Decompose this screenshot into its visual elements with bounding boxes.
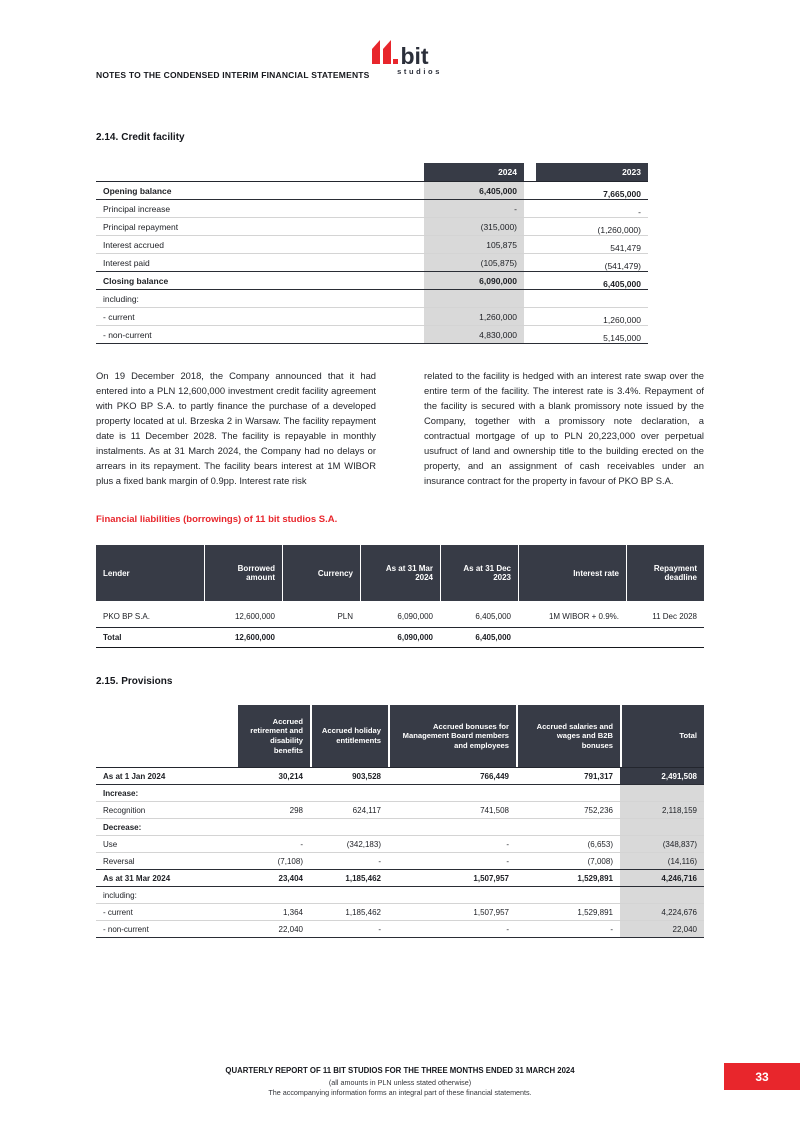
cell-value: - [378,856,381,866]
value-2023: 5,145,000 [603,332,641,343]
cell-value [310,819,388,835]
table-row [96,853,704,870]
cell-value: 23,404 [278,873,303,883]
cell-total-mar-2024: 6,090,000 [397,633,433,642]
row-label: Closing balance [103,275,169,286]
cell-value [516,785,620,801]
cell-value: 903,528 [352,771,381,781]
cell-as-at-31-mar-2024: 6,090,000 [397,612,433,621]
cell-empty [518,628,626,647]
cell-value: - [300,839,303,849]
table-row [96,326,648,344]
cell-total: 4,224,676 [620,904,704,920]
cell-value: (7,108) [277,856,303,866]
row-label: Increase: [103,788,139,798]
cell-value: 298 [289,805,303,815]
cell-value [310,887,388,903]
value-2023: (541,479) [604,260,641,271]
cell-total [620,785,704,801]
row-label: As at 1 Jan 2024 [103,771,166,781]
cell-total-borrowed: 12,600,000 [234,633,275,642]
table-row [96,802,704,819]
footer-report-title: QUARTERLY REPORT OF 11 BIT STUDIOS FOR THE THREE MONTHS ENDED 31 MARCH 2024 [225,1066,575,1075]
cell-value: (6,653) [587,839,613,849]
cell-lender: PKO BP S.A. [103,612,150,621]
11bit-studios-logo [357,38,443,76]
value-2024 [424,290,524,307]
cell-value: 791,317 [584,771,613,781]
main-content [96,126,704,938]
borrowings-header-row [96,545,704,601]
cell-value: 1,507,957 [473,907,509,917]
row-label: - current [103,907,133,917]
row-label: - non-current [103,329,152,340]
col-header-retirement-benefits: Accrued retirement and disability benefits [236,705,310,767]
row-label: Principal increase [103,203,171,214]
table-row [96,290,648,308]
cell-value: 624,117 [352,805,381,815]
column-gap [524,218,536,235]
cell-value [236,785,310,801]
col-header-as-at-31-mar-2024: As at 31 Mar 2024 [360,545,440,601]
cell-value: 22,040 [278,924,303,934]
row-label: including: [103,293,139,304]
col-header-interest-rate: Interest rate [518,545,626,601]
table-row [96,904,704,921]
cell-value: 766,449 [480,771,509,781]
row-label: Reversal [103,856,135,866]
borrowings-table [96,545,704,648]
table-row [96,254,648,272]
cell-value: - [506,839,509,849]
logo-word-bit: bit [400,42,429,69]
narrative-left-column: On 19 December 2018, the Company announced that it had entered into a PLN 12,600,000 investment credit facility agreement with PKO BP S.A. to partly finance the purchase of a developed property located at ul. Brzeska 2 in Warsaw. The facility repayment date is 11 December 2028. The facility is repayable in monthly instalments. As at 31 March 2024, the Company had no delays or arrears in its repayment. The facility bears interest at 1M WIBOR plus a fixed bank margin of 0.9pp. Interest rate risk [96,370,376,486]
column-gap [524,254,536,271]
value-2023: 541,479 [610,242,641,253]
cell-value: 1,364 [282,907,303,917]
section-title-credit-facility [96,132,704,143]
11bit-logo-mark [371,38,398,65]
column-spacer [96,163,424,181]
table-row [96,200,648,218]
cell-value [388,819,516,835]
table-row [96,819,704,836]
value-2023: - [638,206,641,217]
value-2023: 6,405,000 [603,278,641,289]
cell-total: 2,491,508 [620,768,704,784]
cell-empty [282,628,360,647]
value-2023: 7,665,000 [603,188,641,199]
col-header-salaries-wages: Accrued salaries and wages and B2B bonuses [516,705,620,767]
cell-value: 1,529,891 [577,873,613,883]
cell-total-label: Total [103,633,122,642]
table-row [96,870,704,887]
cell-value: 30,214 [278,771,303,781]
column-gap [524,182,536,199]
provisions-header-row [96,705,704,767]
value-2024: 1,260,000 [424,308,524,325]
cell-value: 1,507,957 [473,873,509,883]
column-gap [524,236,536,253]
row-label: Principal repayment [103,221,179,232]
cell-interest-rate: 1M WIBOR + 0.9%. [548,612,619,621]
value-2024: - [424,200,524,217]
cell-value: - [506,856,509,866]
total-row [96,628,704,648]
cell-value: 752,236 [584,805,613,815]
cell-total: 22,040 [620,921,704,937]
column-gap [524,326,536,343]
col-header-2024: 2024 [424,163,524,181]
col-header-as-at-31-dec-2023: As at 31 Dec 2023 [440,545,518,601]
table-row [96,887,704,904]
row-label: As at 31 Mar 2024 [103,873,171,883]
section-number: 2.14. [96,132,119,143]
table-row [96,308,648,326]
cell-value [388,887,516,903]
table-row [96,218,648,236]
column-gap [524,272,536,289]
value-2024: (105,875) [424,254,524,271]
col-header-2023: 2023 [536,163,648,181]
cell-value: 1,529,891 [577,907,613,917]
value-2024: 6,405,000 [424,182,524,199]
cell-value: 1,185,462 [345,907,381,917]
cell-value: - [610,924,613,934]
footer-amounts-note: (all amounts in PLN unless stated otherwise) [328,1078,472,1087]
borrowings-heading: Financial liabilities (borrowings) of 11 bit studios S.A. [96,514,338,525]
cell-total: (14,116) [620,853,704,869]
table-row [96,921,704,938]
column-gap [524,308,536,325]
column-gap [524,290,536,307]
cell-total [620,887,704,903]
section-title-provisions [96,676,704,687]
value-2023: 1,260,000 [603,314,641,325]
logo-word-studios: studios [397,67,442,76]
credit-table-header-row [96,163,648,181]
cell-total-dec-2023: 6,405,000 [475,633,511,642]
table-row [96,272,648,290]
section-number: 2.15. [96,676,119,687]
section-name: Provisions [121,676,173,687]
column-spacer [96,705,236,767]
cell-value: - [506,924,509,934]
row-label: Interest accrued [103,239,164,250]
cell-total: (348,837) [620,836,704,852]
col-header-borrowed-amount: Borrowed amount [204,545,282,601]
page-number-badge: 33 [724,1063,800,1090]
provisions-table [96,705,704,938]
column-gap [524,200,536,217]
col-header-holiday-entitlements: Accrued holiday entitlements [310,705,388,767]
row-label: Recognition [103,805,146,815]
cell-borrowed-amount: 12,600,000 [234,612,275,621]
cell-empty [626,628,704,647]
col-header-currency: Currency [282,545,360,601]
credit-table-body [96,181,648,344]
value-2024: 105,875 [424,236,524,253]
narrative-columns [96,368,704,488]
value-2023: (1,260,000) [597,224,641,235]
cell-value: 741,508 [480,805,509,815]
narrative-right-column: related to the facility is hedged with an interest rate swap over the entire term of the facility. The interest rate is 3.4%. Repayment of the facility is secured with a blank promissory note issued by the Company, together with a promissory note declaration, a contractual mortgage of up to PLN 20,223,000 over perpetual usufruct of land and ownership title to the building erected on the property, and an assignment of cash receivables under an insurance contract for the property in favour of PKO BP S.A. [424,370,704,486]
table-row [96,182,648,200]
page-footer [0,1066,800,1098]
row-label: Decrease: [103,822,142,832]
cell-value: (7,008) [587,856,613,866]
value-2023 [536,293,648,310]
cell-value: - [378,924,381,934]
table-row [96,236,648,254]
value-2024: 4,830,000 [424,326,524,343]
col-header-repayment-deadline: Repayment deadline [626,545,704,601]
table-row [96,601,704,628]
value-2024: (315,000) [424,218,524,235]
col-header-bonuses: Accrued bonuses for Management Board members and employees [388,705,516,767]
cell-currency: PLN [337,612,353,621]
table-row [96,785,704,802]
cell-value [516,887,620,903]
value-2024: 6,090,000 [424,272,524,289]
section-name: Credit facility [121,132,185,143]
col-header-total: Total [620,705,704,767]
credit-facility-table [96,163,648,344]
cell-value: 1,185,462 [345,873,381,883]
cell-repayment-deadline: 11 Dec 2028 [652,612,697,621]
col-header-lender: Lender [96,545,204,601]
row-label: Use [103,839,118,849]
cell-total: 4,246,716 [620,870,704,886]
cell-value [516,819,620,835]
page-header [0,38,800,84]
row-label: Interest paid [103,257,150,268]
document-title: NOTES TO THE CONDENSED INTERIM FINANCIAL STATEMENTS [96,70,370,80]
cell-as-at-31-dec-2023: 6,405,000 [475,612,511,621]
table-row [96,836,704,853]
cell-total: 2,118,159 [620,802,704,818]
provisions-table-body [96,767,704,938]
cell-value [236,819,310,835]
cell-value [388,785,516,801]
column-gap [524,163,536,181]
row-label: - current [103,311,135,322]
logo-top [357,38,443,69]
row-label: - non-current [103,924,149,934]
cell-value [236,887,310,903]
footer-integral-note: The accompanying information forms an integral part of these financial statements. [268,1088,532,1097]
cell-value [310,785,388,801]
row-label: Opening balance [103,185,172,196]
cell-total [620,819,704,835]
table-row [96,768,704,785]
row-label: including: [103,890,137,900]
cell-value: (342,183) [346,839,381,849]
